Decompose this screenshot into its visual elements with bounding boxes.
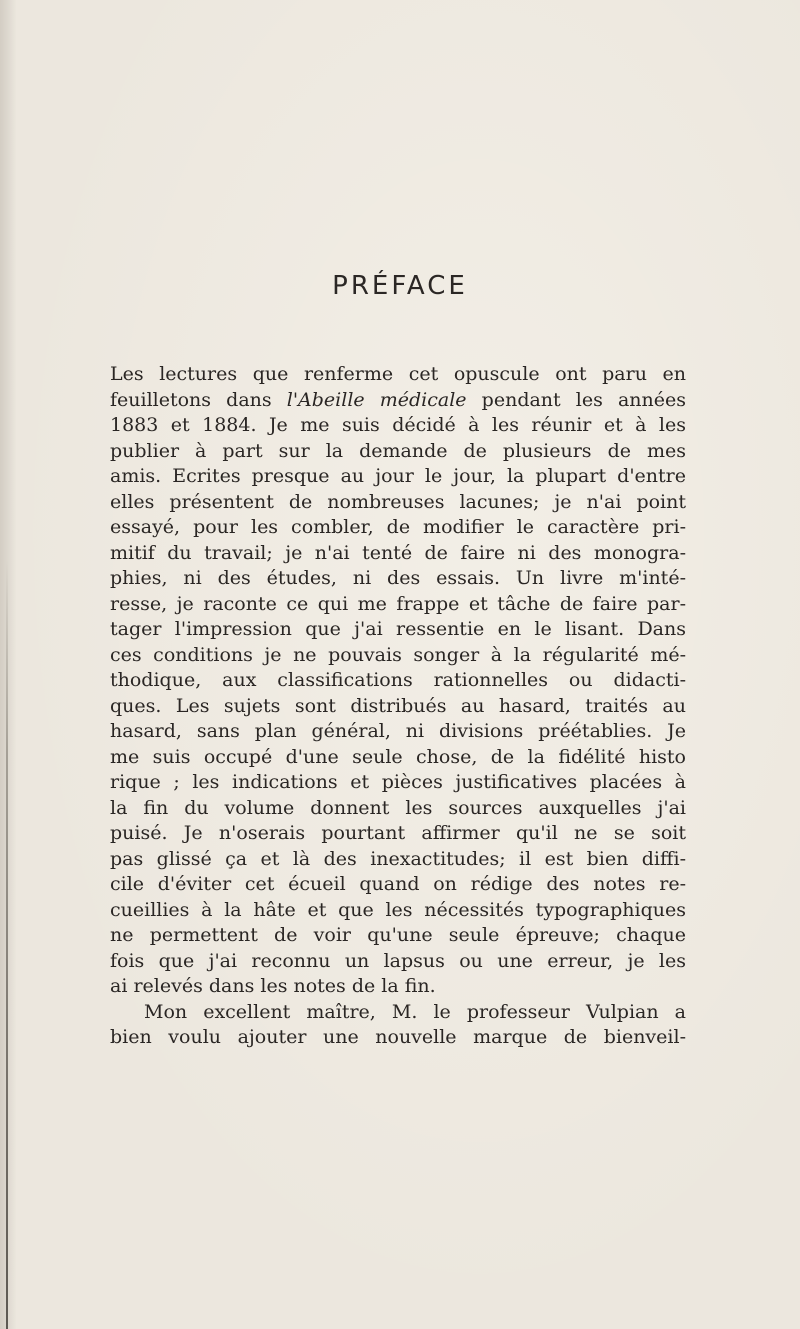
text-line: publier à part sur la demande de plusieurs de mes <box>110 439 686 462</box>
text-line: resse, je raconte ce qui me frappe et tâche de faire par- <box>110 592 686 615</box>
text-line: phies, ni des études, ni des essais. Un livre m'inté- <box>110 567 686 589</box>
text-line: ces conditions je ne pouvais songer à la régularité mé- <box>110 643 686 666</box>
text-line: amis. Ecrites presque au jour le jour, la plupart d'entre <box>110 465 686 487</box>
text-line: me suis occupé d'une seule chose, de la fidélité histo <box>110 745 686 768</box>
page-gutter-shadow <box>0 0 16 1329</box>
text-line: pas glissé ça et là des inexactitudes; il est bien diffi- <box>110 847 686 870</box>
text-line: 1883 et 1884. Je me suis décidé à les réunir et à les <box>110 414 686 436</box>
text-line: feuilletons dans l'Abeille médicale pendant les années <box>110 388 687 411</box>
text-line: Les lectures que renferme cet opuscule ont paru en <box>110 363 686 385</box>
text-line: tager l'impression que j'ai ressentie en le lisant. Dans <box>110 618 686 640</box>
page-title: PRÉFACE <box>332 271 468 301</box>
text-line: fois que j'ai reconnu un lapsus ou une erreur, je les <box>110 949 686 972</box>
text-line: rique ; les indications et pièces justificatives placées à <box>110 771 686 793</box>
text-line: Mon excellent maître, M. le professeur Vulpian a <box>144 1000 686 1023</box>
text-line: elles présentent de nombreuses lacunes; je n'ai point <box>110 490 686 513</box>
text-line: essayé, pour les combler, de modifier le caractère pri- <box>110 516 686 538</box>
preface-body <box>110 362 686 1051</box>
text-line: thodique, aux classifications rationnelles ou didacti- <box>110 669 686 691</box>
text-line: puisé. Je n'oserais pourtant affirmer qu'il ne se soit <box>110 822 686 844</box>
text-line: cile d'éviter cet écueil quand on rédige des notes re- <box>110 873 686 895</box>
text-line: cueillies à la hâte et que les nécessités typographiques <box>110 898 686 921</box>
text-line: ne permettent de voir qu'une seule épreuve; chaque <box>110 924 686 946</box>
text-line: la fin du volume donnent les sources auxquelles j'ai <box>110 796 686 819</box>
text-line: hasard, sans plan général, ni divisions préétablies. Je <box>110 720 686 742</box>
text-line: ques. Les sujets sont distribués au hasard, traités au <box>110 694 686 717</box>
text-line: bien voulu ajouter une nouvelle marque de bienveil- <box>110 1026 686 1048</box>
binding-edge <box>6 560 8 1329</box>
text-line: mitif du travail; je n'ai tenté de faire ni des monogra- <box>110 541 686 564</box>
text-line: ai relevés dans les notes de la fin. <box>110 975 436 997</box>
journal-title: l'Abeille médicale <box>286 388 467 411</box>
